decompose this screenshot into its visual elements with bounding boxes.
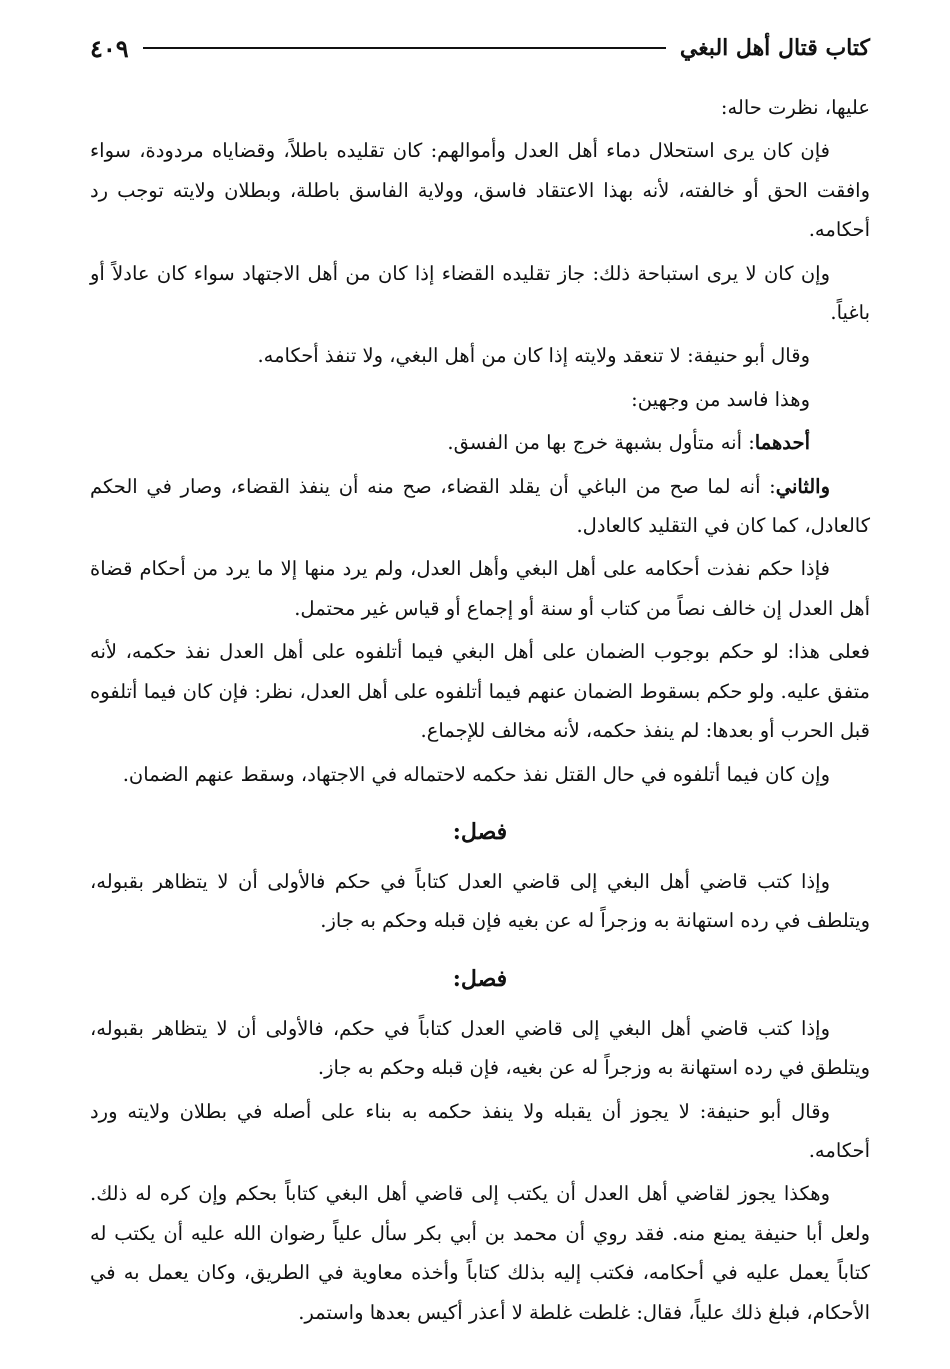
section-heading-2: فصل: — [452, 965, 508, 992]
paragraph-6 — [90, 423, 870, 462]
paragraph-6-text: : أنه متأول بشبهة خرج بها من الفسق. — [447, 431, 755, 455]
paragraph-9: فعلى هذا: لو حكم بوجوب الضمان على أهل البغي فيما أتلفوه على أهل العدل نفذ حكمه، لأنه متفق عليه. ولو حكم بسقوط الضمان عنهم فيما أتلفوه على أهل العدل، نظر: فإن كان فيما أتلفوه قبل الحرب أو بعدها: لم ينفذ حكمه، لأنه مخالف للإجماع. — [90, 640, 870, 743]
paragraph-13: وقال أبو حنيفة: لا يجوز أن يقبله ولا ينفذ حكمه به بناء على أصله في بطلان ولايته ورد أحكامه. — [90, 1099, 870, 1162]
paragraph-6-lead: أحدهما — [754, 431, 810, 455]
paragraph-11: وإذا كتب قاضي أهل البغي إلى قاضي العدل كتاباً في حكم فالأولى أن لا يتظاهر بقبوله، ويتلطف في رده استهانة به وزجراً له عن بغيه فإن قبله وحكم به جاز. — [90, 869, 870, 933]
section-heading-1: فصل: — [452, 818, 508, 845]
document-page — [90, 28, 870, 1336]
header-rule — [143, 47, 666, 49]
page-header — [90, 28, 870, 68]
paragraph-10: وإن كان فيما أتلفوه في حال القتل نفذ حكمه لاحتماله في الاجتهاد، وسقط عنهم الضمان. — [122, 762, 830, 786]
paragraph-7 — [90, 467, 870, 546]
paragraph-4: وقال أبو حنيفة: لا تنعقد ولايته إذا كان من أهل البغي، ولا تنفذ أحكامه. — [257, 344, 810, 368]
paragraph-7-lead: والثاني — [775, 474, 830, 498]
paragraph-5: وهذا فاسد من وجهين: — [631, 387, 810, 411]
running-title: كتاب قتال أهل البغي — [679, 35, 870, 61]
paragraph-2: فإن كان يرى استحلال دماء أهل العدل وأموالهم: كان تقليده باطلاً، وقضاياه مردودة، سواء وافقت الحق أو خالفته، لأنه بهذا الاعتقاد فاسق، وولاية الفاسق باطلة، وبطلان ولايته توجب رد أحكامه. — [90, 139, 870, 242]
paragraph-1: عليها، نظرت حاله: — [720, 96, 870, 119]
paragraph-12: وإذا كتب قاضي أهل البغي إلى قاضي العدل كتاباً في حكم، فالأولى أن لا يتظاهر بقبوله، ويتلطق في رده استهانة به وزجراً له عن بغيه، فإن قبله وحكم به جاز. — [90, 1016, 870, 1080]
paragraph-3: وإن كان لا يرى استباحة ذلك: جاز تقليده القضاء إذا كان من أهل الاجتهاد سواء كان عادلاً أو باغياً. — [90, 261, 870, 325]
paragraph-8: فإذا حكم نفذت أحكامه على أهل البغي وأهل العدل، ولم يرد منها إلا ما يرد من أحكام قضاة أهل العدل إن خالف نصاً من كتاب أو سنة أو إجماع أو قياس غير محتمل. — [90, 557, 870, 620]
paragraph-7-text: : أنه لما صح من الباغي أن يقلد القضاء، صح منه أن ينفذ القضاء، وصار في الحكم كالعادل، كما كان في التقليد كالعادل. — [90, 474, 870, 538]
page-number: ٤٠٩ — [90, 33, 129, 63]
paragraph-14: وهكذا يجوز لقاضي أهل العدل أن يكتب إلى قاضي أهل البغي كتاباً بحكم وإن كره له ذلك. ولعل أبا حنيفة يمنع منه. فقد روي أن محمد بن أبي بكر سأل علياً رضوان الله عليه أن يكتب له كتاباً يعمل عليه في أحكامه، فكتب إليه بذلك كتاباً وأخذه معاوية في الطريق، وكان يعمل به في الأحكام، فبلغ ذلك علياً، فقال: غلطت غلطة لا أعذر أكيس بعدها واستمر. — [90, 1182, 870, 1324]
